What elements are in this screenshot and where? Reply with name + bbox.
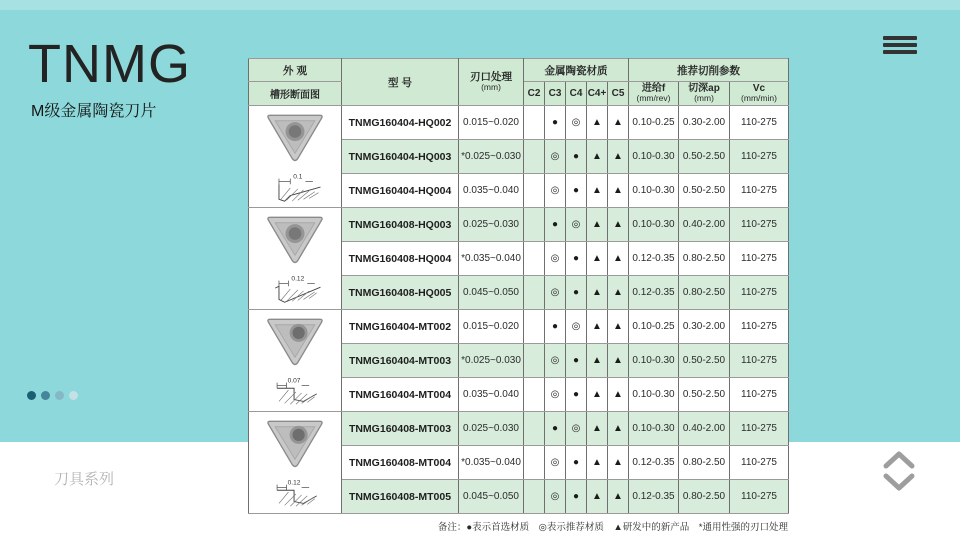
cell-edge: 0.045~0.050 [459, 276, 524, 310]
cell-feed: 0.10-0.30 [629, 378, 679, 412]
header-depth: 切深ap (mm) [679, 82, 730, 106]
cell-model: TNMG160404-MT002 [342, 310, 459, 344]
table-row [249, 106, 789, 140]
header-appearance: 外 观 [249, 59, 342, 82]
cell-c5: ▲ [608, 276, 629, 310]
cell-c4plus: ▲ [587, 310, 608, 344]
cell-c4: ● [566, 480, 587, 514]
hamburger-bar [883, 50, 917, 54]
page-title: TNMG [28, 34, 191, 94]
cell-c4plus: ▲ [587, 242, 608, 276]
cell-vc: 110-275 [730, 106, 789, 140]
groove-diagram [262, 375, 328, 409]
cell-c4: ◎ [566, 208, 587, 242]
cell-c4plus: ▲ [587, 276, 608, 310]
cell-feed: 0.12-0.35 [629, 276, 679, 310]
cell-feed: 0.10-0.30 [629, 344, 679, 378]
cell-c4plus: ▲ [587, 412, 608, 446]
cell-depth: 0.80-2.50 [679, 276, 730, 310]
cell-model: TNMG160408-HQ003 [342, 208, 459, 242]
svg-text:0.12: 0.12 [291, 275, 305, 283]
insert-photo [258, 313, 332, 369]
cell-c4: ● [566, 242, 587, 276]
cell-c5: ▲ [608, 174, 629, 208]
header-c2: C2 [524, 82, 545, 106]
cell-c4: ● [566, 344, 587, 378]
table-row [249, 310, 789, 344]
cell-feed: 0.12-0.35 [629, 446, 679, 480]
cell-c2 [524, 310, 545, 344]
header-vc: Vc (mm/min) [730, 82, 789, 106]
cell-depth: 0.50-2.50 [679, 378, 730, 412]
cell-edge: 0.025~0.030 [459, 208, 524, 242]
cell-c5: ▲ [608, 378, 629, 412]
cell-c5: ▲ [608, 106, 629, 140]
cell-model: TNMG160408-HQ005 [342, 276, 459, 310]
cell-depth: 0.50-2.50 [679, 174, 730, 208]
chevron-up-icon[interactable] [882, 450, 916, 470]
pagination-dot-3[interactable] [55, 391, 64, 400]
header-model: 型 号 [342, 59, 459, 106]
cell-c4plus: ▲ [587, 378, 608, 412]
cell-c4plus: ▲ [587, 106, 608, 140]
cell-c3: ◎ [545, 276, 566, 310]
cell-c2 [524, 480, 545, 514]
cell-model: TNMG160404-HQ004 [342, 174, 459, 208]
svg-text:0.1: 0.1 [293, 173, 303, 181]
cell-edge: *0.025~0.030 [459, 344, 524, 378]
groove-diagram [262, 171, 328, 205]
groove-diagram [262, 273, 328, 307]
cell-model: TNMG160404-MT004 [342, 378, 459, 412]
header-groove-section: 槽形断面图 [249, 82, 342, 106]
cell-edge: *0.025~0.030 [459, 140, 524, 174]
appearance-cell [249, 412, 342, 514]
cell-c4: ● [566, 140, 587, 174]
cell-c2 [524, 276, 545, 310]
table-row [249, 412, 789, 446]
cell-depth: 0.40-2.00 [679, 412, 730, 446]
cell-c5: ▲ [608, 242, 629, 276]
header-material-group: 金属陶瓷材质 [524, 59, 629, 82]
appearance-cell [249, 106, 342, 208]
cell-model: TNMG160404-MT003 [342, 344, 459, 378]
pagination-dot-2[interactable] [41, 391, 50, 400]
cell-model: TNMG160408-HQ004 [342, 242, 459, 276]
cell-c3: ◎ [545, 344, 566, 378]
cell-model: TNMG160404-HQ003 [342, 140, 459, 174]
svg-text:0.12: 0.12 [287, 479, 301, 487]
cell-c3: ● [545, 412, 566, 446]
cell-vc: 110-275 [730, 480, 789, 514]
cell-edge: 0.015~0.020 [459, 106, 524, 140]
cell-c4plus: ▲ [587, 480, 608, 514]
hamburger-menu-icon[interactable] [883, 36, 917, 54]
cell-c4: ● [566, 446, 587, 480]
series-label: 刀具系列 [54, 471, 115, 488]
cell-feed: 0.12-0.35 [629, 242, 679, 276]
svg-text:0.07: 0.07 [287, 377, 301, 385]
cell-depth: 0.50-2.50 [679, 344, 730, 378]
cell-c4: ◎ [566, 106, 587, 140]
cell-c5: ▲ [608, 412, 629, 446]
cell-c3: ◎ [545, 174, 566, 208]
cell-c4: ◎ [566, 310, 587, 344]
cell-c2 [524, 242, 545, 276]
insert-photo [258, 415, 332, 471]
cell-model: TNMG160408-MT003 [342, 412, 459, 446]
cell-edge: 0.025~0.030 [459, 412, 524, 446]
product-table [248, 58, 789, 514]
cell-c4plus: ▲ [587, 344, 608, 378]
header-edge-treatment: 刃口处理 (mm) [459, 59, 524, 106]
header-feed: 进给f (mm/rev) [629, 82, 679, 106]
header-params-group: 推荐切削参数 [629, 59, 789, 82]
insert-photo [258, 109, 332, 165]
cell-depth: 0.50-2.50 [679, 140, 730, 174]
cell-feed: 0.10-0.25 [629, 106, 679, 140]
cell-feed: 0.10-0.30 [629, 412, 679, 446]
cell-feed: 0.12-0.35 [629, 480, 679, 514]
pagination-dots [27, 391, 78, 400]
cell-c4: ● [566, 276, 587, 310]
cell-c3: ◎ [545, 242, 566, 276]
cell-model: TNMG160408-MT004 [342, 446, 459, 480]
cell-c3: ● [545, 208, 566, 242]
cell-c2 [524, 344, 545, 378]
header-c3: C3 [545, 82, 566, 106]
cell-vc: 110-275 [730, 140, 789, 174]
cell-vc: 110-275 [730, 310, 789, 344]
cell-c5: ▲ [608, 208, 629, 242]
cell-c5: ▲ [608, 310, 629, 344]
cell-depth: 0.80-2.50 [679, 242, 730, 276]
cell-depth: 0.40-2.00 [679, 208, 730, 242]
groove-diagram [262, 477, 328, 511]
pager-controls [882, 450, 918, 494]
cell-c2 [524, 106, 545, 140]
cell-feed: 0.10-0.25 [629, 310, 679, 344]
cell-c3: ● [545, 310, 566, 344]
cell-c3: ◎ [545, 140, 566, 174]
pagination-dot-1[interactable] [27, 391, 36, 400]
cell-c2 [524, 378, 545, 412]
cell-vc: 110-275 [730, 378, 789, 412]
hamburger-bar [883, 43, 917, 47]
insert-photo [258, 211, 332, 267]
appearance-cell [249, 208, 342, 310]
cell-c4plus: ▲ [587, 208, 608, 242]
cell-c4plus: ▲ [587, 446, 608, 480]
cell-vc: 110-275 [730, 242, 789, 276]
cell-feed: 0.10-0.30 [629, 174, 679, 208]
appearance-cell [249, 310, 342, 412]
header-c5: C5 [608, 82, 629, 106]
cell-edge: 0.015~0.020 [459, 310, 524, 344]
cell-depth: 0.30-2.00 [679, 106, 730, 140]
cell-c2 [524, 174, 545, 208]
header-c4: C4 [566, 82, 587, 106]
cell-edge: *0.035~0.040 [459, 446, 524, 480]
cell-c5: ▲ [608, 344, 629, 378]
cell-edge: 0.045~0.050 [459, 480, 524, 514]
cell-depth: 0.80-2.50 [679, 446, 730, 480]
cell-c2 [524, 412, 545, 446]
cell-edge: *0.035~0.040 [459, 242, 524, 276]
cell-vc: 110-275 [730, 446, 789, 480]
hamburger-bar [883, 36, 917, 40]
top-accent-strip [0, 0, 960, 10]
cell-c4plus: ▲ [587, 140, 608, 174]
cell-depth: 0.80-2.50 [679, 480, 730, 514]
cell-feed: 0.10-0.30 [629, 208, 679, 242]
cell-c4: ● [566, 174, 587, 208]
cell-c4: ◎ [566, 412, 587, 446]
cell-c5: ▲ [608, 446, 629, 480]
cell-c3: ◎ [545, 446, 566, 480]
legend-note: 备注：●表示首选材质 ◎表示推荐材质 ▲研发中的新产品 *通用性强的刃口处理 [437, 522, 788, 533]
cell-c2 [524, 208, 545, 242]
cell-c2 [524, 140, 545, 174]
cell-edge: 0.035~0.040 [459, 378, 524, 412]
header-c4plus: C4+ [587, 82, 608, 106]
cell-c5: ▲ [608, 140, 629, 174]
cell-edge: 0.035~0.040 [459, 174, 524, 208]
cell-vc: 110-275 [730, 276, 789, 310]
table-row [249, 208, 789, 242]
cell-c4plus: ▲ [587, 174, 608, 208]
cell-c3: ◎ [545, 378, 566, 412]
cell-vc: 110-275 [730, 412, 789, 446]
cell-c4: ● [566, 378, 587, 412]
cell-vc: 110-275 [730, 174, 789, 208]
cell-depth: 0.30-2.00 [679, 310, 730, 344]
cell-c3: ● [545, 106, 566, 140]
chevron-down-icon[interactable] [882, 472, 916, 492]
cell-vc: 110-275 [730, 208, 789, 242]
pagination-dot-4[interactable] [69, 391, 78, 400]
page-subtitle: M级金属陶瓷刀片 [31, 103, 157, 120]
cell-vc: 110-275 [730, 344, 789, 378]
cell-feed: 0.10-0.30 [629, 140, 679, 174]
cell-c2 [524, 446, 545, 480]
cell-model: TNMG160408-MT005 [342, 480, 459, 514]
cell-model: TNMG160404-HQ002 [342, 106, 459, 140]
cell-c3: ◎ [545, 480, 566, 514]
cell-c5: ▲ [608, 480, 629, 514]
